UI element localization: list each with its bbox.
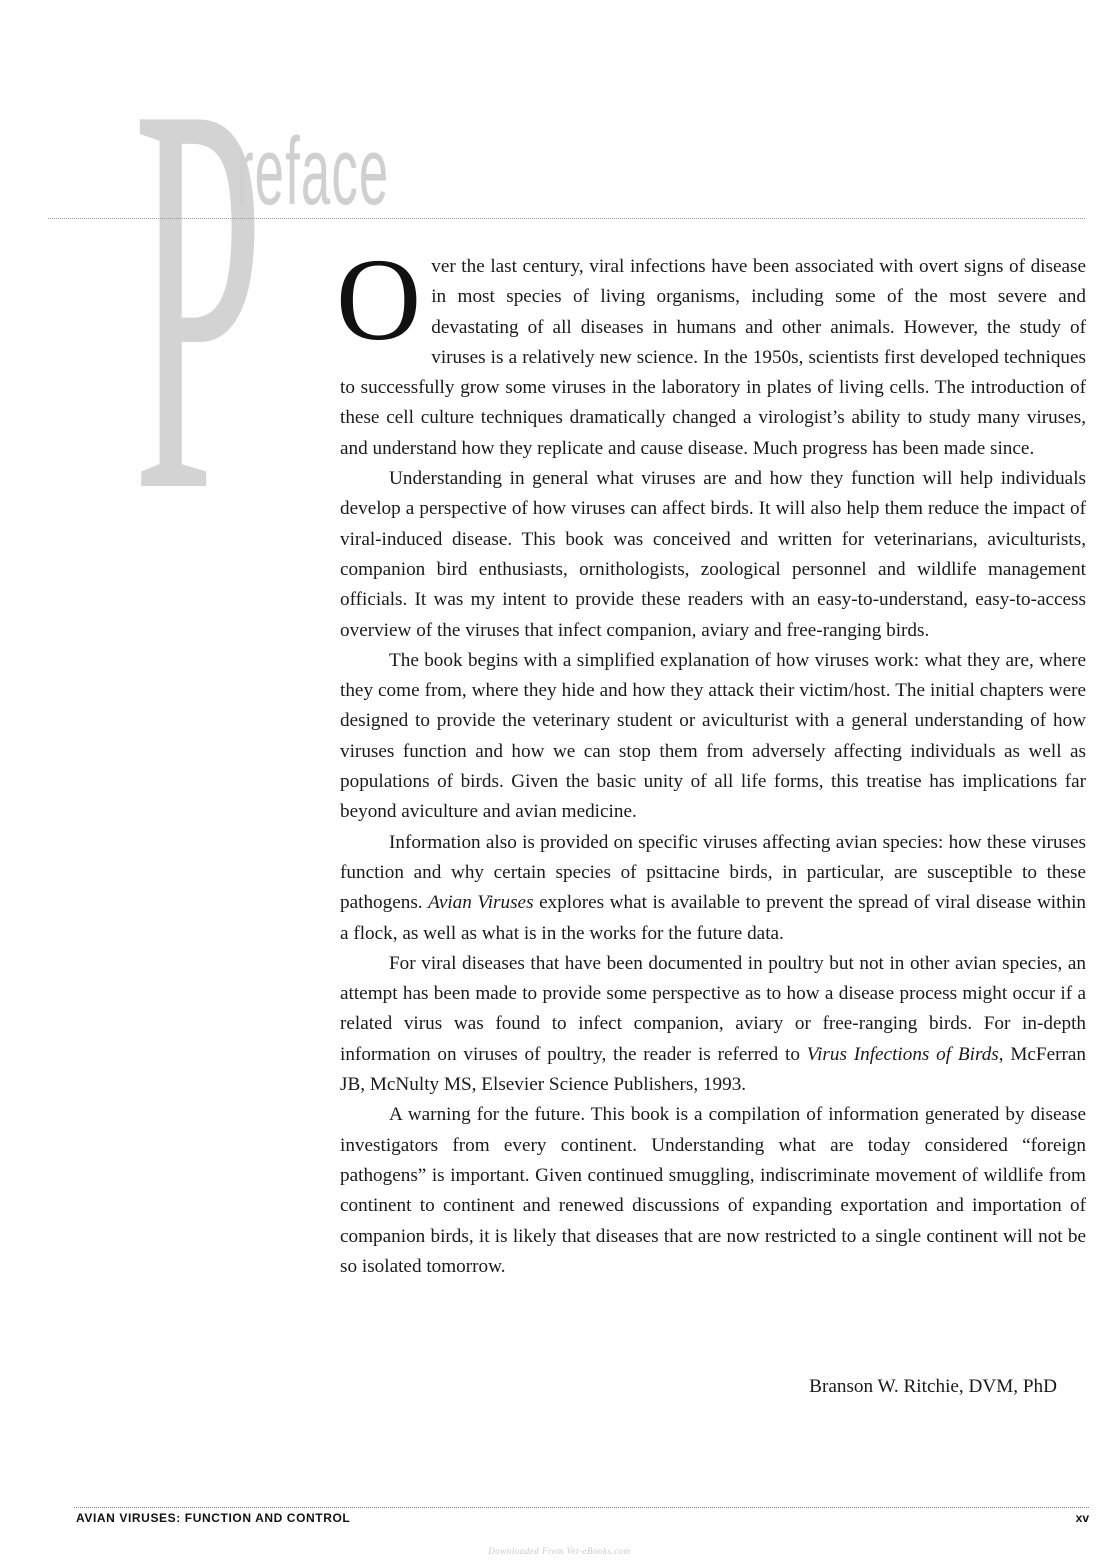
footer-divider (74, 1507, 1089, 1508)
paragraph-4-text-a: Information also is provided on specific viruses affecting avian species: how these viruses function and why certain species of psittacine birds, in particular, are susceptible to these pathogens. (340, 831, 1086, 914)
download-watermark: Downloaded From Vet-eBooks.com (488, 1546, 631, 1556)
page-title: reface (236, 118, 390, 225)
paragraph-3: The book begins with a simplified explanation of how viruses work: what they are, where they come from, where they hide and how they attack their victim/host. The initial chapters were designed to provide the veterinary student or aviculturist with a general understanding of how viruses function and how we can stop them from adversely affecting individuals as well as populations of birds. Given the basic unity of all life forms, this treatise has implications far beyond aviculture and avian medicine. (340, 649, 1086, 823)
paragraph-5 (340, 949, 1086, 1100)
paragraph-1-text: ver the last century, viral infections have been associated with overt signs of disease in most species of living organisms, including some of the most severe and devastating of all diseases in humans and other animals. However, the study of viruses is a relatively new science. In the 1950s, scientists first developed techniques to successfully grow some viruses in the laboratory in plates of living cells. The introduction of these cell culture techniques dramatically changed a virologist’s ability to study many viruses, and understand how they replicate and cause disease. Much progress has been made since. (340, 256, 1086, 459)
paragraph-6: A warning for the future. This book is a compilation of information generated by disease investigators from every continent. Understanding what are today considered “foreign pathogens” is important. Given continued smuggling, indiscriminate movement of wildlife from continent to continent and renewed discussions of expanding exportation and importation of companion birds, it is likely that diseases that are now restricted to a single continent will not be so isolated tomorrow. (340, 1104, 1086, 1277)
book-title-italic: Avian Viruses (428, 892, 534, 914)
paragraph-4-text-b: explores what is available to prevent the spread of viral disease within a flock, as well as what is in the works for the future data. (340, 892, 1086, 944)
paragraph-5-text-a: For viral diseases that have been documented in poultry but not in other avian species, an attempt has been made to provide some perspective as to how a disease process might occur if a related virus was found to infect companion, aviary or free-ranging birds. For in-depth information on viruses of poultry, the reader is referred to (340, 952, 1086, 1065)
title-initial-letter: P (133, 0, 264, 608)
title-divider (48, 218, 1085, 219)
paragraph-2: Understanding in general what viruses are and how they function will help individuals develop a perspective of how viruses can affect birds. It will also help them reduce the impact of viral-induced disease. This book was conceived and written for veterinarians, aviculturists, companion bird enthusiasts, ornithologists, zoological personnel and wildlife management officials. It was my intent to provide these readers with an easy-to-understand, easy-to-access overview of the viruses that infect companion, aviary and free-ranging birds. (340, 468, 1086, 641)
preface-body (336, 234, 1087, 1282)
reference-title-italic: Virus Infections of Birds (806, 1043, 999, 1065)
running-footer-title: AVIAN VIRUSES: FUNCTION AND CONTROL (76, 1511, 351, 1525)
page-number: xv (1075, 1511, 1089, 1525)
author-signature: Branson W. Ritchie, DVM, PhD (809, 1376, 1057, 1397)
paragraph-5-text-b: , McFerran JB, McNulty MS, Elsevier Science Publishers, 1993. (340, 1043, 1087, 1096)
paragraph-1 (336, 234, 1086, 464)
paragraph-4 (340, 828, 1086, 949)
dropcap: O (336, 234, 422, 365)
